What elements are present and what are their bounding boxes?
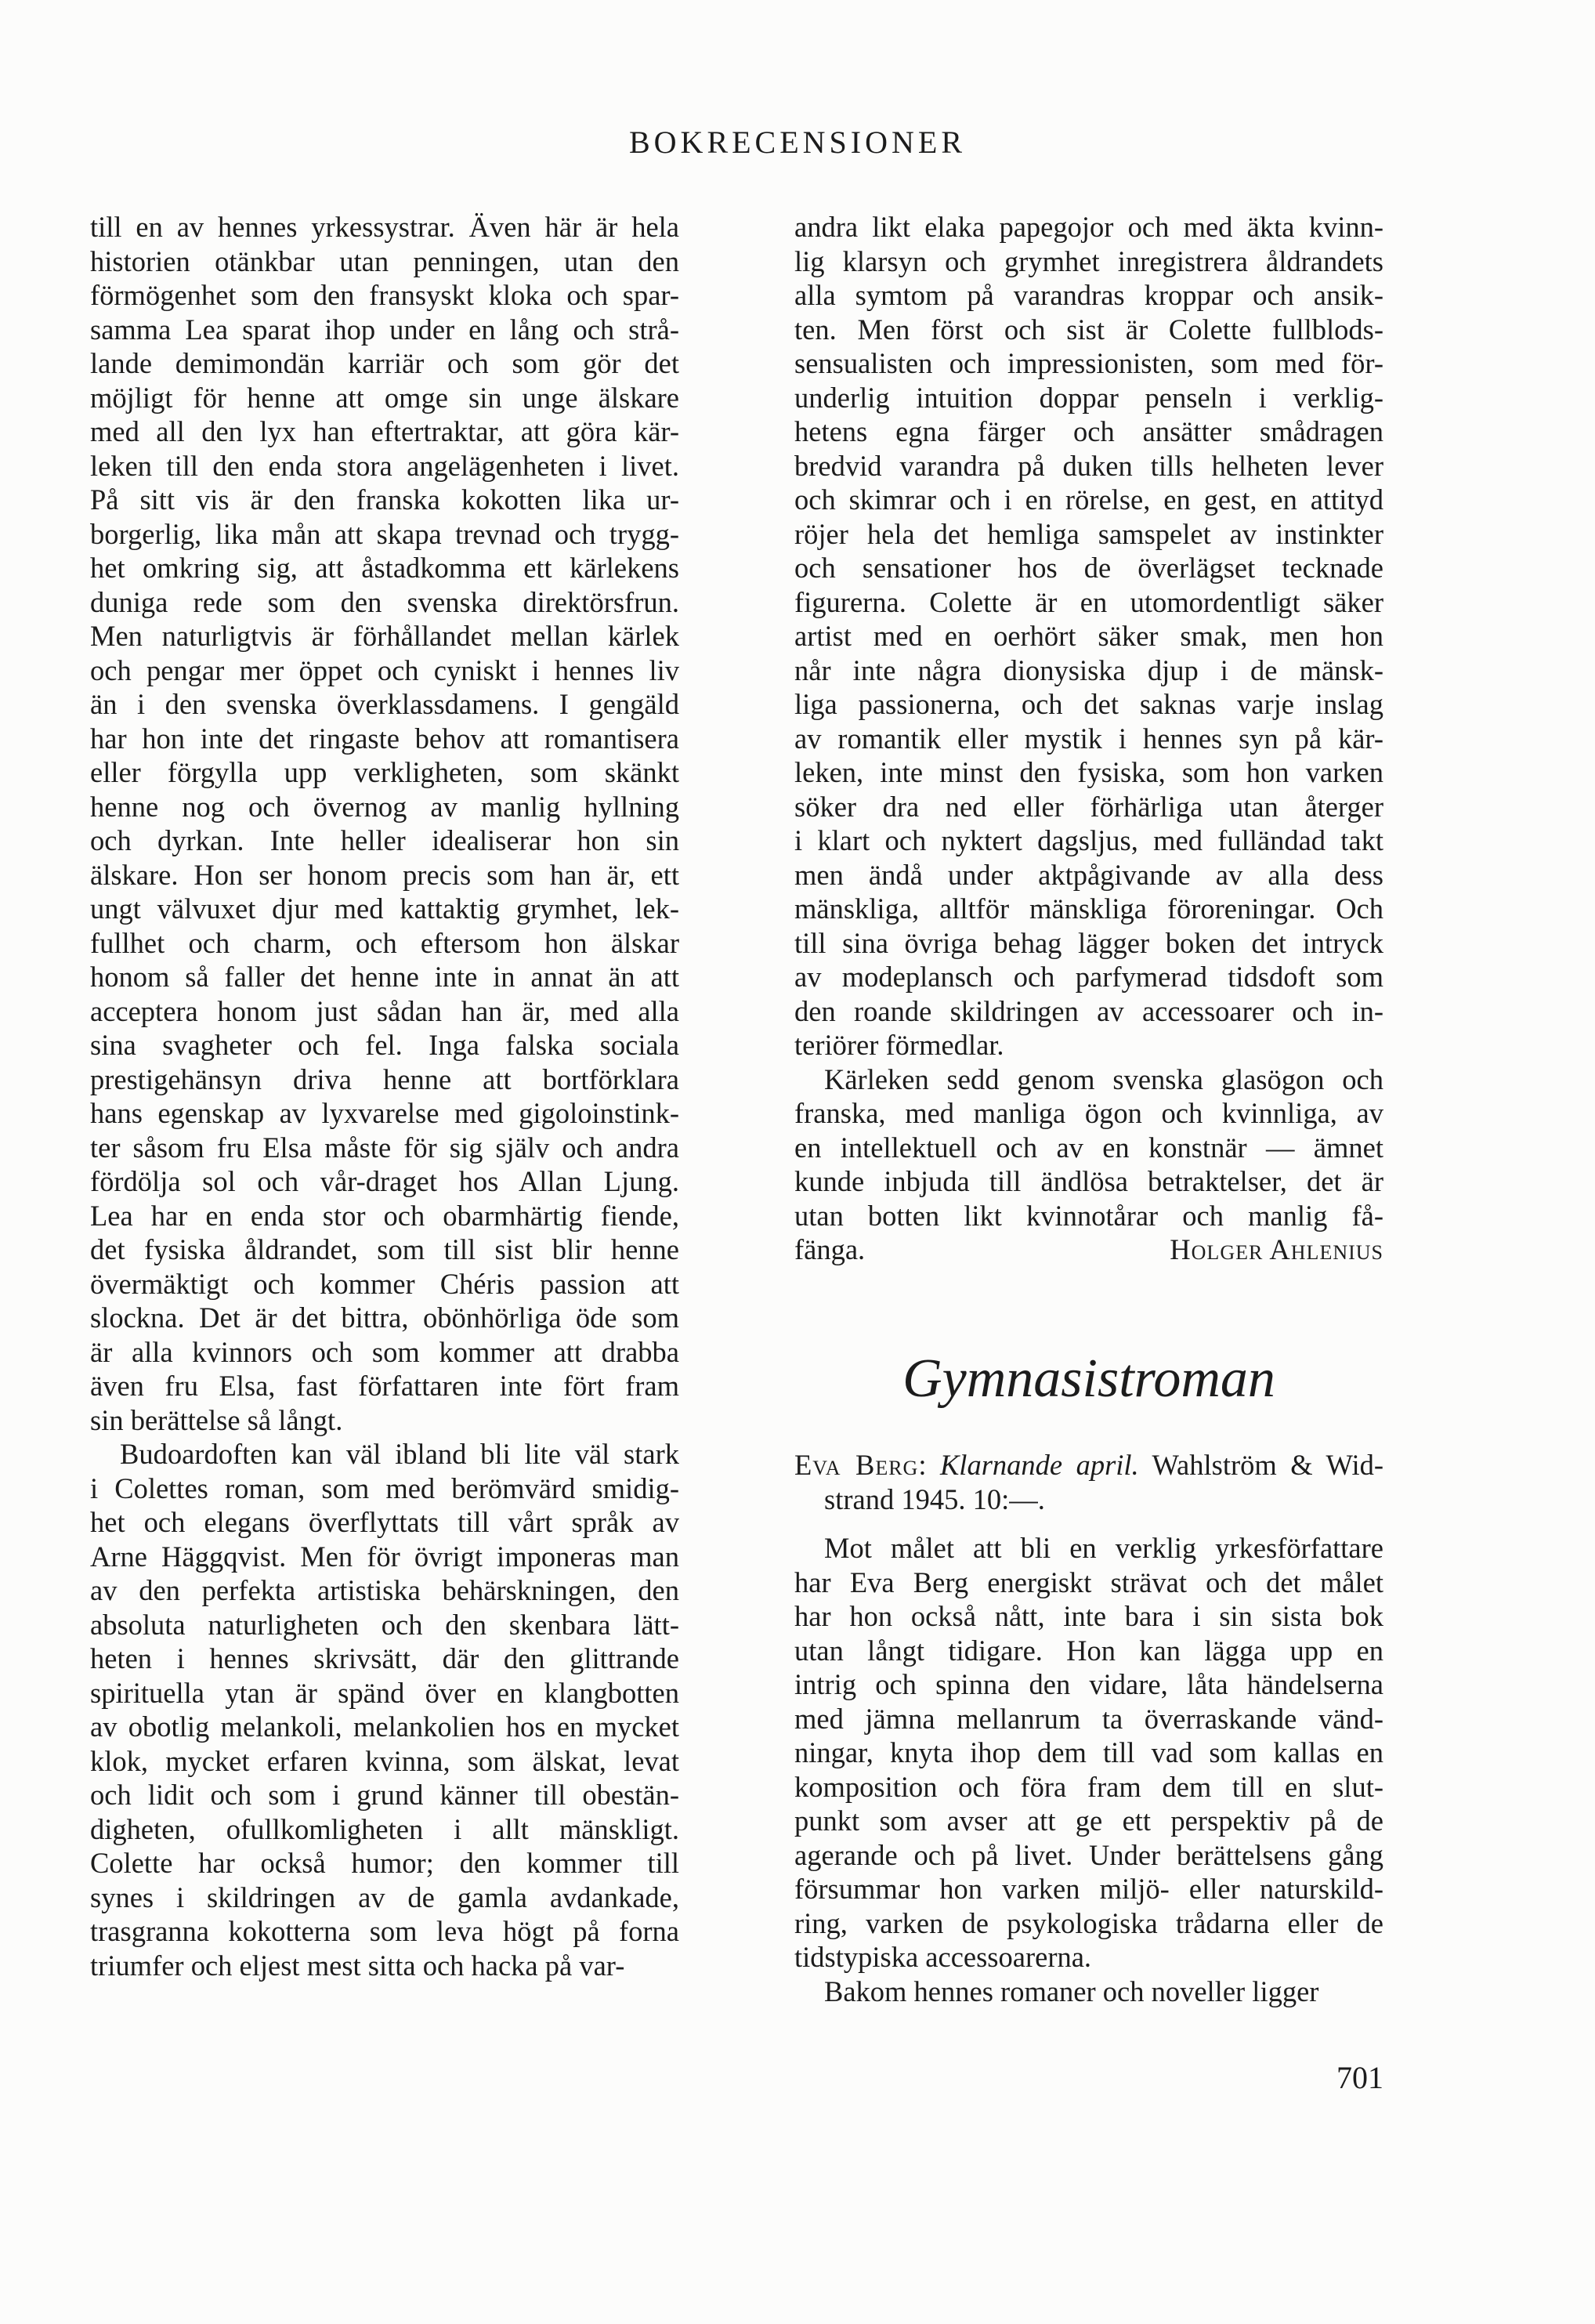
text-line: är alla kvinnors och som kommer att drabba xyxy=(90,1335,679,1368)
text-line: ten. Men först och sist är Colette fullblods- xyxy=(794,313,1383,346)
text-line: agerande och på livet. Under berättelsens gång xyxy=(794,1838,1383,1871)
left-column xyxy=(90,210,679,1982)
text-line: utan långt tidigare. Hon kan lägga upp en xyxy=(794,1634,1383,1667)
text-line: har hon också nått, inte bara i sin sista bok xyxy=(794,1600,1383,1632)
text-line: samma Lea sparat ihop under en lång och strå- xyxy=(90,313,679,346)
text-line: På sitt vis är den franska kokotten lika ur- xyxy=(90,483,679,516)
text-line: och dyrkan. Inte heller idealiserar hon sin xyxy=(90,824,679,856)
text-line: med jämna mellanrum ta överraskande vänd- xyxy=(794,1702,1383,1735)
text-line: ring, varken de psykologiska trådarna eller de xyxy=(794,1906,1383,1939)
review-body xyxy=(794,1531,1383,2008)
text-line: franska, med manliga ögon och kvinnliga, av xyxy=(794,1097,1383,1129)
biblio-separator: : xyxy=(918,1449,940,1481)
text-line: och lidit och som i grund känner till obestän- xyxy=(90,1779,679,1811)
text-line: sensualisten och impressionisten, som med för- xyxy=(794,347,1383,379)
text-line: till en av hennes yrkessystrar. Även här är hela xyxy=(90,211,679,243)
text-line: trasgranna kokotterna som leva högt på forna xyxy=(90,1915,679,1947)
closing-word: fänga. xyxy=(794,1233,866,1265)
text-line: även fru Elsa, fast författaren inte fört fram xyxy=(90,1370,679,1402)
text-line: än i den svenska överklassdamens. I gengäld xyxy=(90,688,679,720)
text-line: söker dra ned eller förhärliga utan återger xyxy=(794,790,1383,823)
text-line: och skimrar och i en rörelse, en gest, en attityd xyxy=(794,483,1383,516)
text-line: till sina övriga behag lägger boken det intryck xyxy=(794,926,1383,959)
text-line: borgerlig, lika mån att skapa trevnad och trygg- xyxy=(90,517,679,550)
text-line: men ändå under aktpågivande av alla dess xyxy=(794,858,1383,891)
text-line: honom så faller det henne inte in annat än att xyxy=(90,961,679,993)
text-line: sin berättelse så långt. xyxy=(90,1403,343,1436)
text-line: försummar hon varken miljö- eller naturskild- xyxy=(794,1873,1383,1905)
text-line: Budoardoften kan väl ibland bli lite väl stark xyxy=(120,1438,679,1470)
text-line: klok, mycket erfaren kvinna, som älskat, levat xyxy=(90,1744,679,1777)
text-line: Mot målet att bli en verklig yrkesförfattare xyxy=(824,1532,1383,1564)
text-line: når inte några dionysiska djup i de mänsk- xyxy=(794,653,1383,686)
biblio-book-title: Klarnande april. xyxy=(939,1449,1139,1481)
text-line: underlig intuition doppar penseln i verklig- xyxy=(794,381,1383,414)
text-line: tidstypiska accessoarerna. xyxy=(794,1941,1092,1973)
text-line: ter såsom fru Elsa måste för sig själv och andra xyxy=(90,1131,679,1164)
page-number: 701 xyxy=(1336,2060,1383,2095)
text-line: synes i skildringen av de gamla avdankade, xyxy=(90,1881,679,1913)
text-line: henne nog och övernog av manlig hyllning xyxy=(90,790,679,823)
text-line: het och elegans överflyttats till vårt språk av xyxy=(90,1506,679,1538)
text-line: en intellektuell och av en konstnär — ämnet xyxy=(794,1131,1383,1164)
text-line: komposition och föra fram dem till en slut- xyxy=(794,1770,1383,1803)
reviewer-signature: Holger Ahlenius xyxy=(1170,1233,1383,1265)
right-column xyxy=(794,210,1383,1267)
text-line: sina svagheter och fel. Inga falska sociala xyxy=(90,1029,679,1061)
text-line: av modeplansch och parfymerad tidsdoft som xyxy=(794,961,1383,993)
text-line: har Eva Berg energiskt strävat och det målet xyxy=(794,1566,1383,1598)
text-line: har hon inte det ringaste behov att romantisera xyxy=(90,722,679,755)
text-line: bredvid varandra på duken tills helheten lever xyxy=(794,449,1383,482)
text-line: i Colettes roman, som med berömvärd smidig- xyxy=(90,1472,679,1504)
text-line: duniga rede som den svenska direktörsfrun. xyxy=(90,585,679,618)
signature-line xyxy=(794,1233,1383,1267)
text-line: utan botten likt kvinnotårar och manlig få- xyxy=(794,1199,1383,1232)
text-line: Lea har en enda stor och obarmhärtig fiende, xyxy=(90,1199,679,1232)
text-line: historien otänkbar utan penningen, utan den xyxy=(90,244,679,277)
text-line: kunde inbjuda till ändlösa betraktelser, det är xyxy=(794,1165,1383,1197)
text-line: slockna. Det är det bittra, obönhörliga öde som xyxy=(90,1301,679,1334)
text-line: leken till den enda stora angelägenheten i livet. xyxy=(90,449,679,482)
text-line: spirituella ytan är spänd över en klangbotten xyxy=(90,1676,679,1709)
biblio-line-1 xyxy=(794,1448,1383,1482)
text-line: förmögenhet som den fransyskt kloka och spar- xyxy=(90,279,679,311)
text-line: eller förgylla upp verkligheten, som skänkt xyxy=(90,756,679,788)
text-line: i klart och nyktert dagsljus, med fulländad takt xyxy=(794,824,1383,856)
text-line: och pengar mer öppet och cyniskt i hennes liv xyxy=(90,653,679,686)
text-line: mänskliga, alltför mänskliga föroreningar. Och xyxy=(794,892,1383,925)
biblio-line-2: strand 1945. 10:—. xyxy=(824,1482,1045,1515)
text-line: punkt som avser att ge ett perspektiv på de xyxy=(794,1805,1383,1837)
text-line: acceptera honom just sådan han är, med alla xyxy=(90,994,679,1027)
running-header: BOKRECENSIONER xyxy=(628,125,967,160)
text-line: teriörer förmedlar. xyxy=(794,1029,1004,1061)
text-line: älskare. Hon ser honom precis som han är, ett xyxy=(90,858,679,891)
text-line: lande demimondän karriär och som gör det xyxy=(90,347,679,379)
text-line: och sensationer hos de överlägset tecknade xyxy=(794,552,1383,584)
text-line: hetens egna färger och ansätter smådragen xyxy=(794,415,1383,447)
text-line: het omkring sig, att åstadkomma ett kärlekens xyxy=(90,552,679,584)
text-line: leken, inte minst den fysiska, som hon varken xyxy=(794,756,1383,788)
text-line: prestigehänsyn driva henne att bortförklara xyxy=(90,1062,679,1095)
text-line: Kärleken sedd genom svenska glasögon och xyxy=(824,1062,1383,1095)
text-line: av romantik eller mystik i hennes syn på kär- xyxy=(794,722,1383,755)
review-title: Gymnasistroman xyxy=(902,1348,1275,1409)
text-line: fullhet och charm, och eftersom hon älskar xyxy=(90,926,679,959)
text-line: liga passionerna, och det saknas varje inslag xyxy=(794,688,1383,720)
text-line: Arne Häggqvist. Men för övrigt imponeras man xyxy=(90,1540,679,1573)
text-line: möjligt för henne att omge sin unge älskare xyxy=(90,381,679,414)
text-line: Colette har också humor; den kommer till xyxy=(90,1847,679,1879)
text-line: lig klarsyn och grymhet inregistrera åldrandets xyxy=(794,244,1383,277)
text-line: övermäktigt och kommer Chéris passion att xyxy=(90,1267,679,1300)
text-line: den roande skildringen av accessoarer och in- xyxy=(794,994,1383,1027)
text-line: ningar, knyta ihop dem till vad som kallas en xyxy=(794,1736,1383,1768)
biblio-publisher-1: Wahlström & Wid- xyxy=(1138,1449,1383,1481)
text-line: digheten, ofullkomligheten i allt mänskligt. xyxy=(90,1812,679,1845)
text-line: röjer hela det hemliga samspelet av instinkter xyxy=(794,517,1383,550)
text-line: absoluta naturligheten och den skenbara lätt- xyxy=(90,1608,679,1641)
text-line: Men naturligtvis är förhållandet mellan kärlek xyxy=(90,620,679,652)
bibliographic-entry xyxy=(794,1448,1383,1516)
text-line: fördölja sol och vår-draget hos Allan Ljung. xyxy=(90,1165,679,1197)
text-line: Bakom hennes romaner och noveller ligger xyxy=(824,1975,1319,2007)
right-column-text xyxy=(794,210,1383,1233)
text-line: ungt välvuxet djur med kattaktig grymhet, lek- xyxy=(90,892,679,925)
text-line: intrig och spinna den vidare, låta händelserna xyxy=(794,1668,1383,1700)
text-line: av den perfekta artistiska behärskningen, den xyxy=(90,1574,679,1606)
biblio-author: Eva Berg xyxy=(794,1449,919,1481)
text-line: alla symtom på varandras kroppar och ansik- xyxy=(794,279,1383,311)
text-line: med all den lyx han eftertraktar, att göra kär- xyxy=(90,415,679,447)
text-line: hans egenskap av lyxvarelse med gigoloinstink- xyxy=(90,1097,679,1129)
text-line: av obotlig melankoli, melankolien hos en mycket xyxy=(90,1710,679,1743)
text-line: andra likt elaka papegojor och med äkta kvinn- xyxy=(794,211,1383,243)
text-line: figurerna. Colette är en utomordentligt säker xyxy=(794,585,1383,618)
text-line: heten i hennes skrivsätt, där den glittrande xyxy=(90,1642,679,1674)
text-line: det fysiska åldrandet, som till sist blir henne xyxy=(90,1233,679,1265)
text-line: triumfer och eljest mest sitta och hacka på var- xyxy=(90,1949,625,1982)
text-line: artist med en oerhört säker smak, men hon xyxy=(794,620,1383,652)
